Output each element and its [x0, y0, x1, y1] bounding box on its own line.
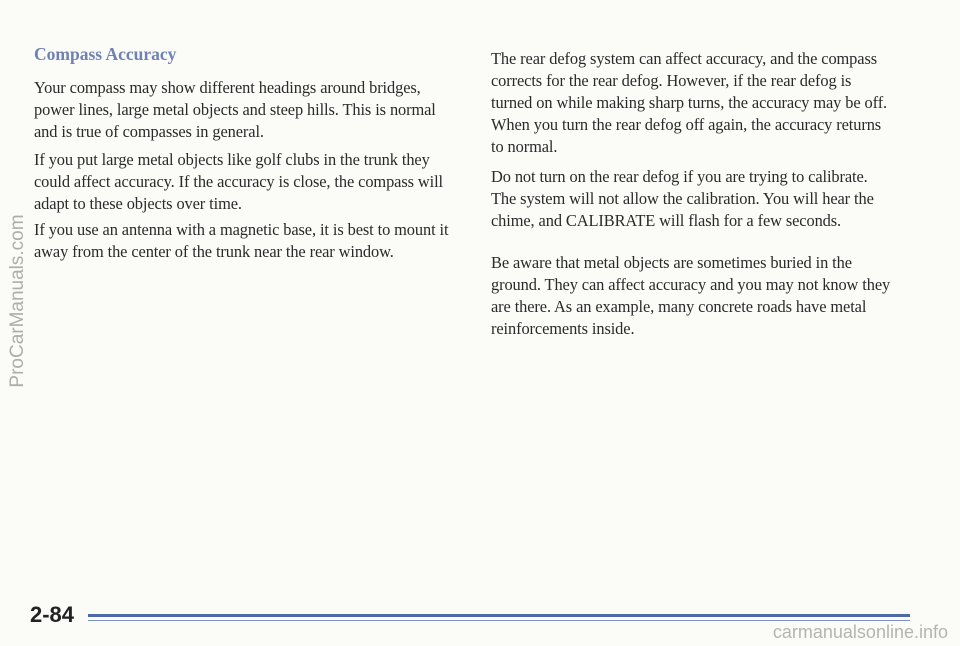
- footer-rule: [88, 614, 910, 617]
- left-paragraph-2: If you put large metal objects like golf clubs in the trunk they could affect accuracy. If the accuracy is close, the compass will adapt to these objects over time.: [34, 150, 443, 213]
- right-paragraph-2: Do not turn on the rear defog if you are trying to calibrate. The system will not allow the calibration. You will hear the chime, and CALIBRATE will flash for a few seconds.: [491, 167, 874, 230]
- side-watermark: ProCarManuals.com: [7, 214, 28, 388]
- footer-rule-thin: [88, 620, 910, 621]
- section-heading: Compass Accuracy: [34, 44, 177, 64]
- left-paragraph-1: Your compass may show different headings around bridges, power lines, large metal objects and steep hills. This is normal and is true of compasses in general.: [34, 78, 436, 141]
- bottom-watermark: carmanualsonline.info: [772, 622, 948, 642]
- right-paragraph-3: Be aware that metal objects are sometimes buried in the ground. They can affect accuracy and you may not know they are there. As an example, many concrete roads have metal reinforcements inside.: [491, 253, 891, 338]
- right-paragraph-1: The rear defog system can affect accuracy, and the compass corrects for the rear defog. However, if the rear defog is turned on while making sharp turns, the accuracy may be off. When you turn the rear defog off again, the accuracy returns to normal.: [491, 49, 888, 156]
- page-number: 2-84: [30, 602, 75, 627]
- left-paragraph-3: If you use an antenna with a magnetic base, it is best to mount it away from the center of the trunk near the rear window.: [34, 220, 449, 261]
